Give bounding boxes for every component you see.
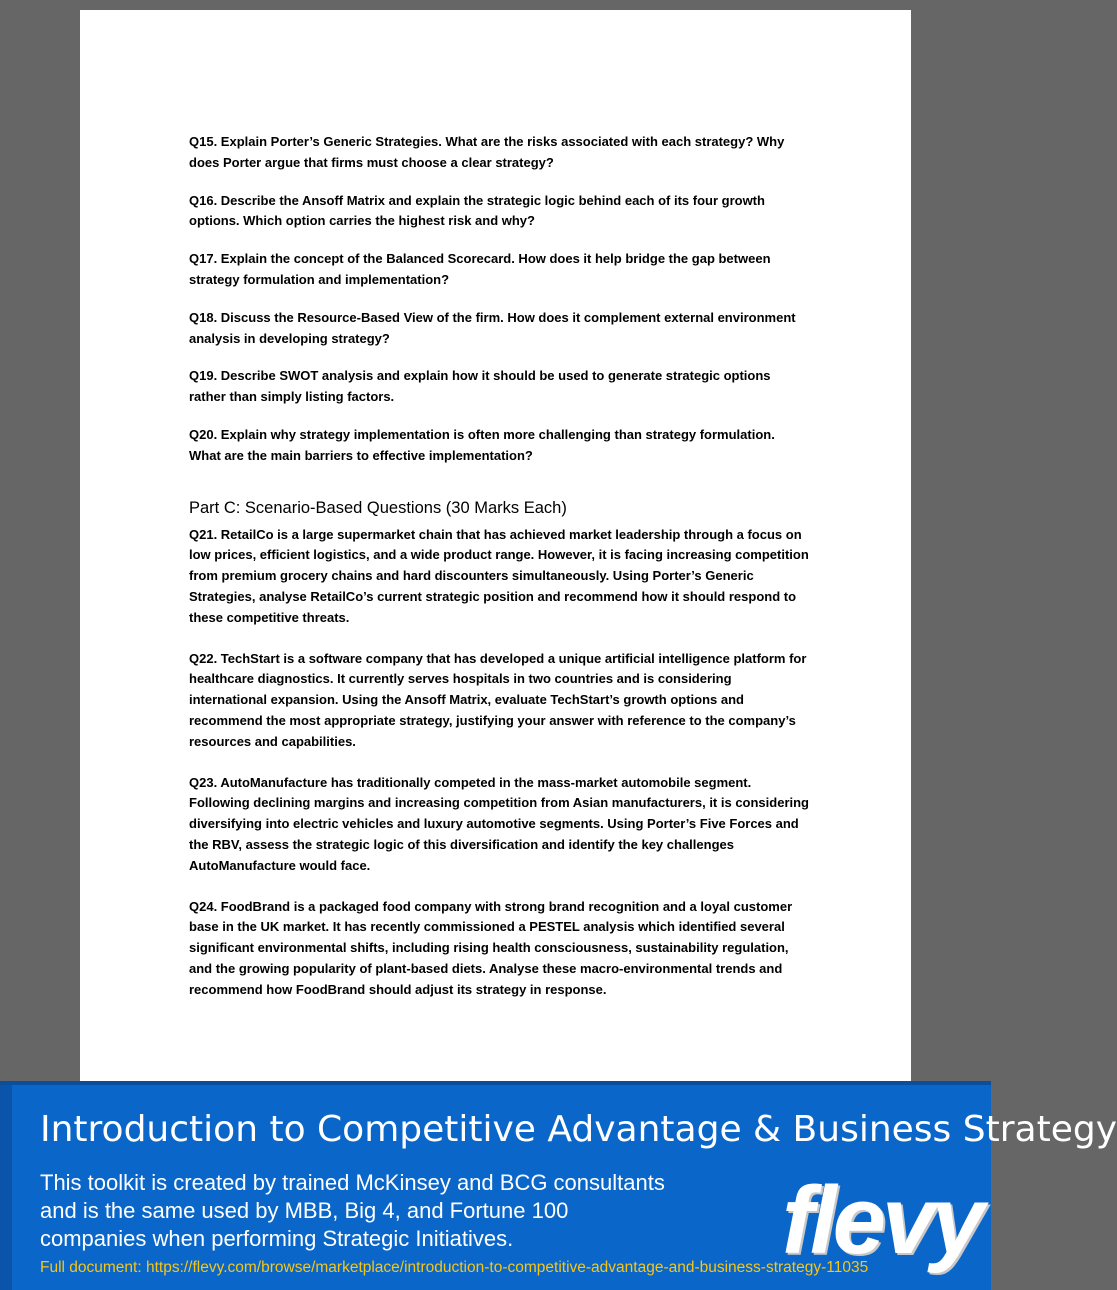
flevy-logo[interactable]: flevy [782,1167,981,1274]
banner-title: Introduction to Competitive Advantage & Business Strategy [40,1109,1117,1150]
banner-description: This toolkit is created by trained McKinsey and BCG consultants and is the same used by MBB, Big 4, and Fortune 100 companies when performing Strategic Initiatives. [40,1170,665,1251]
full-document-link[interactable]: Full document: https://flevy.com/browse/marketplace/introduction-to-competitive-advantage-and-business-strategy-11035 [40,1259,869,1276]
question-q16: Q16. Describe the Ansoff Matrix and explain the strategic logic behind each of its four growth options. Which option carries the highest risk and why? [189,192,765,229]
question-q22: Q22. TechStart is a software company that has developed a unique artificial intelligence platform for healthcare diagnostics. It currently serves hospitals in two countries and is considering international expansion. Using the Ansoff Matrix, evaluate TechStart’s growth options and recommend the most appropriate strategy, justifying your answer with reference to the company’s resources and capabilities. [189,650,807,749]
document-page [80,10,911,1085]
banner-accent-strip [0,1085,12,1290]
document-content [189,132,809,1001]
question-q21: Q21. RetailCo is a large supermarket chain that has achieved market leadership through a focus on low prices, efficient logistics, and a wide product range. However, it is facing increasing competition from premium grocery chains and hard discounters simultaneously. Using Porter’s Generic Strategies, analyse RetailCo’s current strategic position and recommend how it should respond to these competitive threats. [189,526,809,625]
question-q23: Q23. AutoManufacture has traditionally competed in the mass-market automobile segment. Following declining margins and increasing competition from Asian manufacturers, it is considering diversifying into electric vehicles and luxury automotive segments. Using Porter’s Five Forces and the RBV, assess the strategic logic of this diversification and identify the key challenges AutoManufacture would face. [189,774,810,873]
question-q19: Q19. Describe SWOT analysis and explain how it should be used to generate strategic options rather than simply listing factors. [189,368,771,405]
question-q15: Q15. Explain Porter’s Generic Strategies. What are the risks associated with each strategy? Why does Porter argue that firms must choose a clear strategy? [189,134,785,170]
question-q17: Q17. Explain the concept of the Balanced Scorecard. How does it help bridge the gap between strategy formulation and implementation? [189,251,771,287]
promo-banner [0,1081,1117,1290]
section-heading-part-c: Part C: Scenario-Based Questions (30 Marks Each) [189,498,567,517]
question-q24: Q24. FoodBrand is a packaged food company with strong brand recognition and a loyal customer base in the UK market. It has recently commissioned a PESTEL analysis which identified several significant environmental shifts, including rising health consciousness, sustainability regulation, and the growing popularity of plant-based diets. Analyse these macro-environmental trends and recommend how FoodBrand should adjust its strategy in response. [189,898,793,997]
question-q18: Q18. Discuss the Resource-Based View of the firm. How does it complement external environment analysis in developing strategy? [189,309,796,346]
question-q20: Q20. Explain why strategy implementation is often more challenging than strategy formulation. What are the main barriers to effective implementation? [189,426,775,463]
